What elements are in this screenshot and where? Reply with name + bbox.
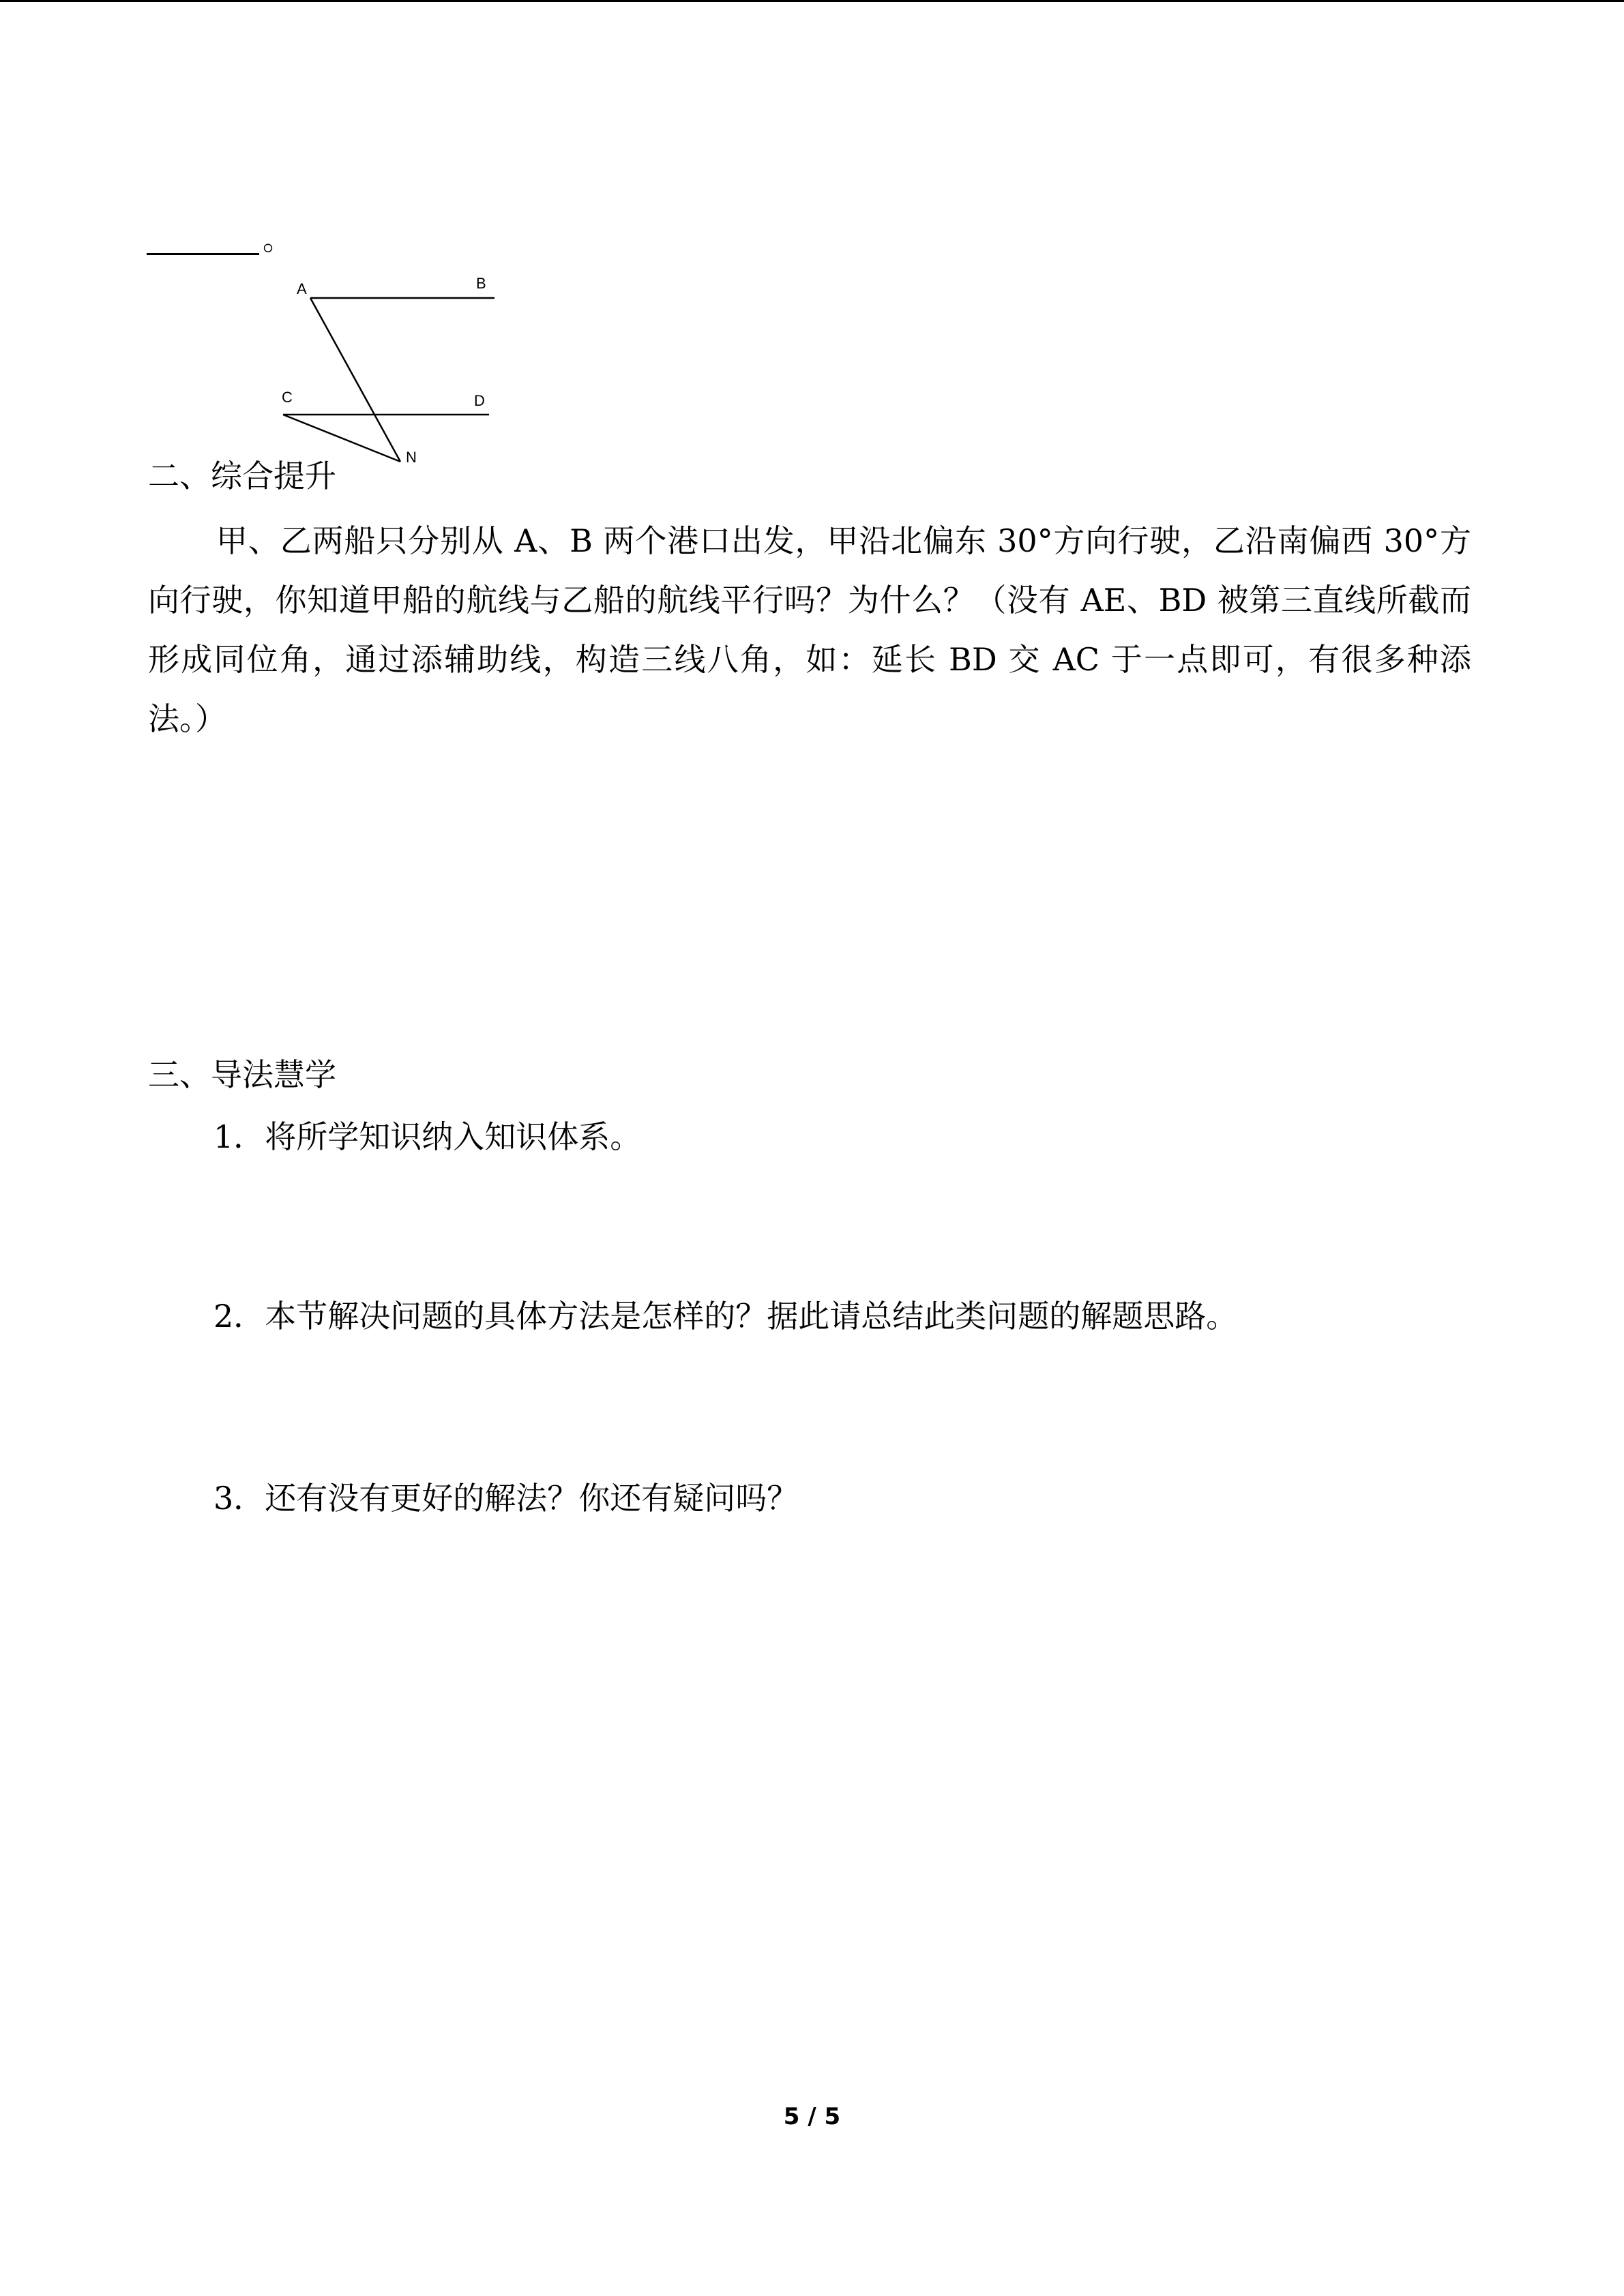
label-a: A bbox=[297, 280, 307, 297]
answer-blank-line bbox=[147, 253, 259, 255]
label-n: N bbox=[406, 449, 417, 466]
page-number: 5 / 5 bbox=[783, 2103, 841, 2130]
list-item: 1．将所学知识纳入知识体系。 bbox=[213, 1118, 642, 1155]
label-c: C bbox=[282, 389, 293, 406]
page-top-border bbox=[0, 0, 1624, 2]
section-3-heading: 三、导法慧学 bbox=[148, 1056, 336, 1093]
label-b: B bbox=[476, 275, 486, 292]
blank-period: 。 bbox=[263, 222, 293, 257]
section-2-heading: 二、综合提升 bbox=[148, 458, 336, 494]
section-2-paragraph: 甲、乙两船只分别从 A、B 两个港口出发，甲沿北偏东 30°方向行驶，乙沿南偏西 30°方向行驶，你知道甲船的航线与乙船的航线平行吗？为什么？（没有 AE、BD 被第三直线所截而形成同位角，通过添辅助线，构造三线八角，如：延长 BD 交 AC 于一点即可，有很多种添法。） bbox=[148, 522, 1471, 737]
label-d: D bbox=[474, 392, 485, 409]
line-an bbox=[310, 298, 400, 462]
line-cn bbox=[283, 415, 400, 462]
list-item: 3．还有没有更好的解法？你还有疑问吗？ bbox=[213, 1480, 799, 1517]
geometry-figure bbox=[269, 269, 505, 477]
list-item: 2．本节解决问题的具体方法是怎样的？据此请总结此类问题的解题思路。 bbox=[213, 1298, 1238, 1335]
